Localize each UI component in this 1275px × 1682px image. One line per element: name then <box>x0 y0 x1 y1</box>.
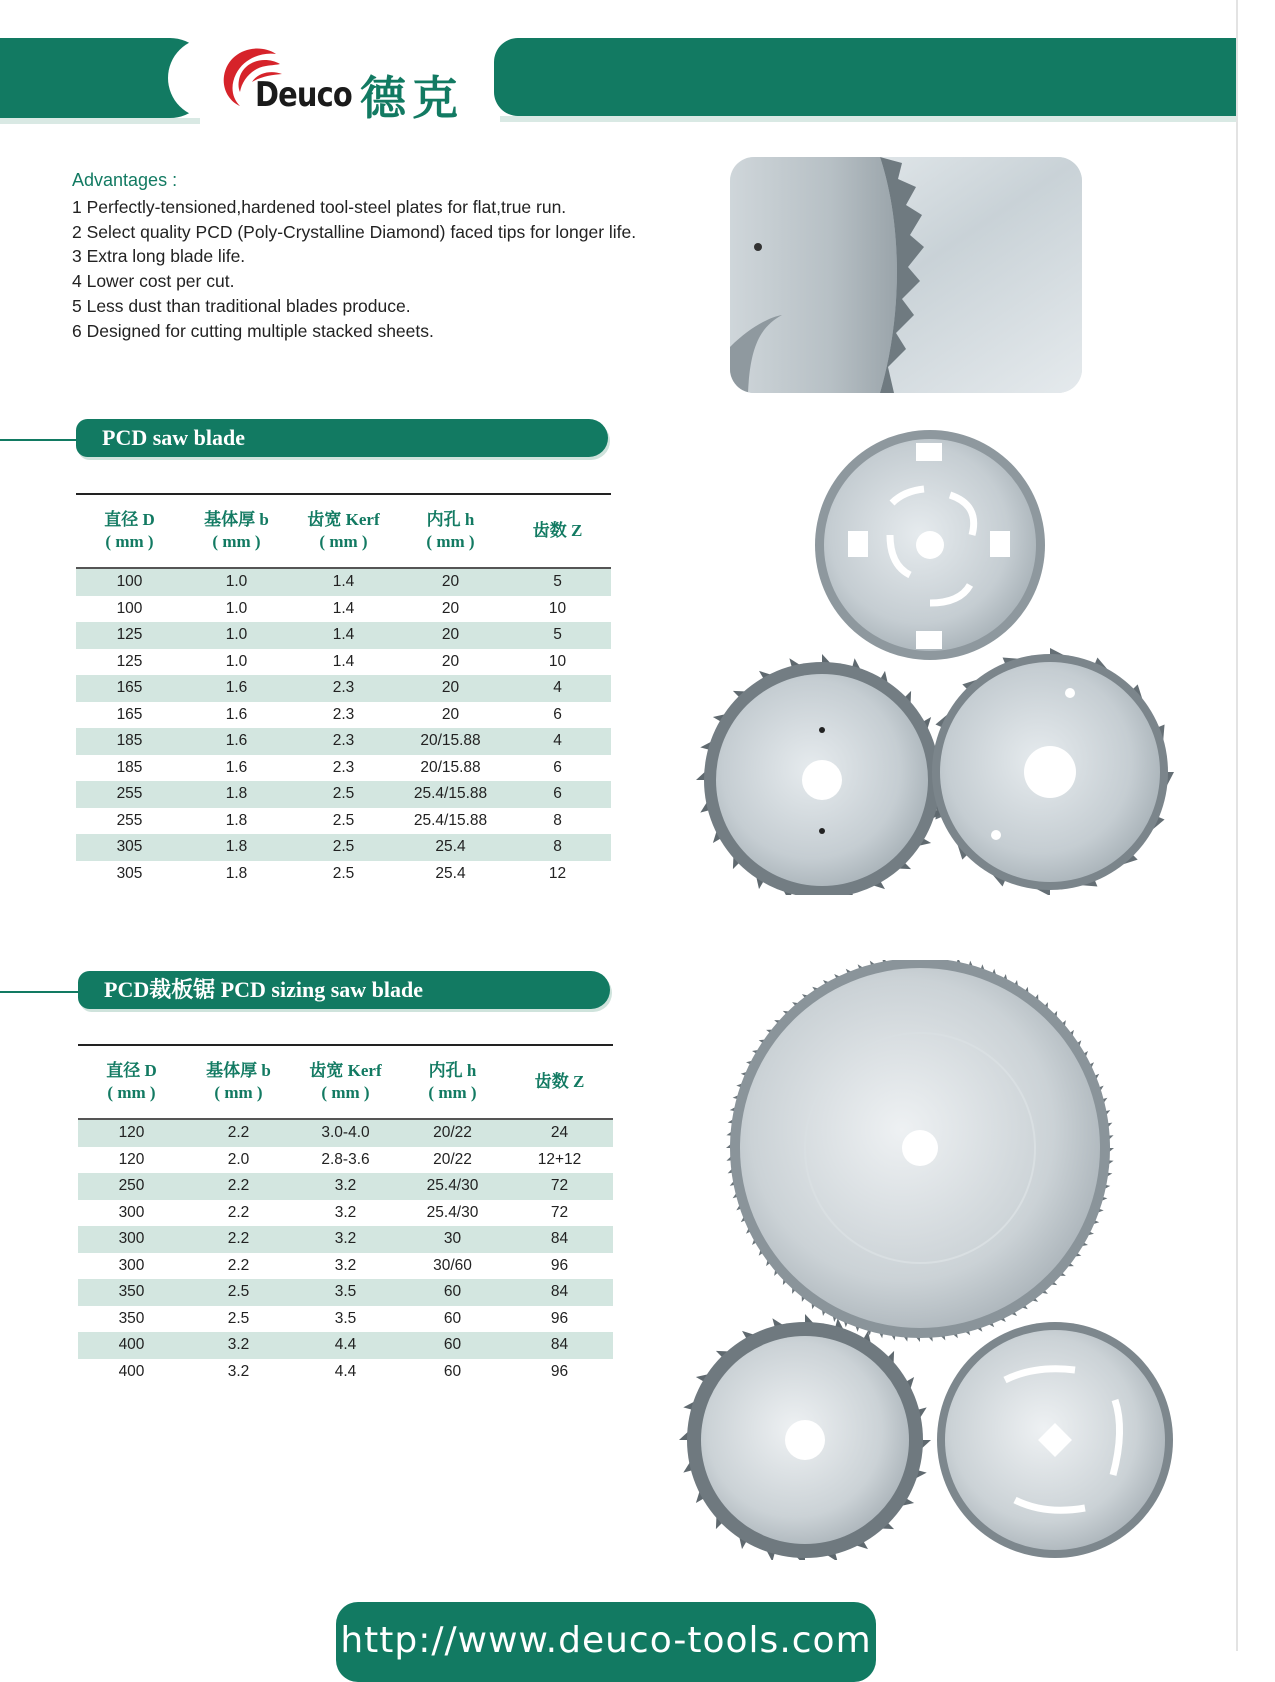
pcd-saw-blade-images <box>680 425 1180 895</box>
spec-table-pcd-saw-blade <box>76 493 611 887</box>
table-row <box>78 1253 613 1280</box>
table-cell: 2.3 <box>332 705 355 723</box>
table-cell: 2.5 <box>290 781 397 808</box>
table-cell: 125 <box>116 652 143 670</box>
table-cell: 300 <box>118 1256 145 1274</box>
blade-large-fine-tooth-image <box>730 960 1110 1338</box>
table-cell: 2.3 <box>290 675 397 702</box>
table-cell: 400 <box>78 1332 185 1359</box>
table-cell: 20 <box>441 705 460 723</box>
table-row <box>76 834 611 861</box>
table-cell: 2.5 <box>227 1309 250 1327</box>
header-shadow-left <box>0 118 200 124</box>
table-cell: 10 <box>548 652 567 670</box>
table-cell: 30/60 <box>433 1256 472 1274</box>
col-header-kerf: 齿宽 Kerf ( mm ) <box>307 510 380 551</box>
page-edge-line <box>1236 0 1238 1651</box>
table-cell: 2.2 <box>185 1173 292 1200</box>
advantages-block <box>72 168 636 344</box>
section-rule <box>0 439 80 441</box>
table-cell: 1.8 <box>183 781 290 808</box>
table-header-row <box>76 494 611 568</box>
table-row <box>76 675 611 702</box>
table-cell: 25.4/30 <box>399 1173 506 1200</box>
table-cell: 1.6 <box>225 758 248 776</box>
table-cell: 20/22 <box>399 1119 506 1147</box>
table-cell: 5 <box>504 622 611 649</box>
table-cell: 185 <box>116 758 143 776</box>
col-header-kerf: 齿宽 Kerf ( mm ) <box>309 1061 382 1102</box>
table-cell: 96 <box>550 1256 569 1274</box>
table-cell: 84 <box>506 1332 613 1359</box>
table-cell: 250 <box>78 1173 185 1200</box>
header-band-right <box>494 38 1236 116</box>
col-header-teeth: 齿数 Z <box>534 1072 585 1091</box>
advantage-item: 4 Lower cost per cut. <box>72 271 235 292</box>
table-cell: 6 <box>553 758 562 776</box>
table-cell: 3.2 <box>292 1226 399 1253</box>
table-cell: 20/15.88 <box>420 758 481 776</box>
table-row <box>78 1200 613 1227</box>
table-cell: 84 <box>506 1279 613 1306</box>
pcd-sizing-saw-blade-images <box>665 960 1205 1560</box>
col-header-body: 基体厚 b ( mm ) <box>206 1061 271 1102</box>
table-cell: 305 <box>116 864 143 882</box>
col-header-diameter: 直径 D ( mm ) <box>106 1061 157 1102</box>
footer-url: http://www.deuco-tools.com <box>336 1602 876 1682</box>
table-cell: 30 <box>399 1226 506 1253</box>
table-cell: 300 <box>78 1226 185 1253</box>
table-cell: 3.2 <box>292 1173 399 1200</box>
table-header-row <box>78 1045 613 1119</box>
table-cell: 255 <box>116 811 143 829</box>
table-cell: 20 <box>397 568 504 596</box>
table-cell: 96 <box>550 1309 569 1327</box>
table-cell: 3.2 <box>185 1332 292 1359</box>
table-cell: 2.8-3.6 <box>321 1150 370 1168</box>
col-header-diameter: 直径 D ( mm ) <box>104 510 155 551</box>
table-cell: 1.4 <box>332 599 355 617</box>
table-cell: 20 <box>441 652 460 670</box>
section-rule <box>0 991 82 993</box>
table-cell: 60 <box>399 1332 506 1359</box>
table-row <box>78 1147 613 1174</box>
table-cell: 3.5 <box>292 1279 399 1306</box>
table-cell: 6 <box>504 781 611 808</box>
col-header-body: 基体厚 b ( mm ) <box>204 510 269 551</box>
table-cell: 4.4 <box>334 1362 357 1380</box>
table-cell: 25.4 <box>435 864 466 882</box>
table-cell: 120 <box>78 1119 185 1147</box>
table-cell: 2.2 <box>227 1203 250 1221</box>
table-row <box>78 1359 613 1386</box>
table-row <box>76 755 611 782</box>
table-cell: 1.8 <box>225 811 248 829</box>
table-cell: 20 <box>441 599 460 617</box>
table-cell: 25.4/15.88 <box>397 781 504 808</box>
table-cell: 60 <box>399 1279 506 1306</box>
table-cell: 1.8 <box>225 864 248 882</box>
table-cell: 3.2 <box>227 1362 250 1380</box>
table-cell: 400 <box>118 1362 145 1380</box>
col-header-bore: 内孔 h ( mm ) <box>428 1061 477 1102</box>
table-cell: 20 <box>397 675 504 702</box>
table-cell: 20/15.88 <box>397 728 504 755</box>
table-row <box>76 622 611 649</box>
table-row <box>76 861 611 888</box>
table-cell: 25.4/15.88 <box>413 811 488 829</box>
blade-4-tooth-image <box>815 430 1045 660</box>
table-cell: 8 <box>504 834 611 861</box>
table-row <box>76 649 611 676</box>
table-row <box>76 568 611 596</box>
table-row <box>76 596 611 623</box>
table-cell: 100 <box>116 599 143 617</box>
table-cell: 60 <box>443 1362 462 1380</box>
table-cell: 165 <box>76 675 183 702</box>
table-body <box>78 1119 613 1385</box>
table-cell: 3.0-4.0 <box>292 1119 399 1147</box>
table-cell: 350 <box>78 1279 185 1306</box>
blade-closeup-photo <box>730 157 1082 393</box>
table-row <box>78 1173 613 1200</box>
table-cell: 20 <box>397 622 504 649</box>
table-cell: 4.4 <box>292 1332 399 1359</box>
table-cell: 12+12 <box>537 1150 582 1168</box>
table-row <box>78 1226 613 1253</box>
table-row <box>78 1332 613 1359</box>
table-cell: 2.5 <box>332 864 355 882</box>
table-cell: 1.6 <box>225 705 248 723</box>
table-row <box>78 1279 613 1306</box>
table-cell: 5 <box>504 568 611 596</box>
table-cell: 96 <box>550 1362 569 1380</box>
table-cell: 1.4 <box>290 568 397 596</box>
table-cell: 350 <box>118 1309 145 1327</box>
table-cell: 125 <box>76 622 183 649</box>
advantage-item: 3 Extra long blade life. <box>72 246 246 267</box>
blade-toothed-bottom-left-image <box>687 1322 923 1558</box>
table-cell: 300 <box>118 1203 145 1221</box>
table-cell: 1.0 <box>183 622 290 649</box>
table-row <box>76 781 611 808</box>
section-title-pcd-saw-blade: PCD saw blade <box>76 419 608 457</box>
table-cell: 165 <box>116 705 143 723</box>
table-cell: 1.0 <box>183 568 290 596</box>
table-cell: 255 <box>76 781 183 808</box>
blade-bottom-right-image <box>937 1322 1173 1558</box>
table-row <box>78 1119 613 1147</box>
table-row <box>76 702 611 729</box>
table-row <box>78 1306 613 1333</box>
blade-toothed-right-image <box>932 654 1168 890</box>
table-cell: 72 <box>550 1203 569 1221</box>
table-cell: 12 <box>548 864 567 882</box>
table-cell: 3.2 <box>334 1203 357 1221</box>
table-cell: 25.4 <box>397 834 504 861</box>
table-cell: 1.6 <box>183 728 290 755</box>
table-cell: 3.2 <box>334 1256 357 1274</box>
table-row <box>76 808 611 835</box>
brand-name: Deuco <box>255 75 352 115</box>
table-cell: 20/22 <box>433 1150 472 1168</box>
advantage-item: 6 Designed for cutting multiple stacked sheets. <box>72 320 434 341</box>
advantage-item: 2 Select quality PCD (Poly-Crystalline Diamond) faced tips for longer life. <box>72 221 637 242</box>
table-cell: 4 <box>504 675 611 702</box>
brand-name-cn: 德克 <box>360 71 464 125</box>
table-cell: 2.5 <box>185 1279 292 1306</box>
advantages-title: Advantages : <box>72 170 178 190</box>
table-cell: 60 <box>443 1309 462 1327</box>
table-cell: 1.8 <box>183 834 290 861</box>
table-cell: 25.4/30 <box>426 1203 479 1221</box>
table-cell: 120 <box>118 1150 145 1168</box>
table-cell: 8 <box>553 811 562 829</box>
col-header-teeth: 齿数 Z <box>532 521 583 540</box>
col-header-bore: 内孔 h ( mm ) <box>426 510 475 551</box>
table-cell: 2.5 <box>332 811 355 829</box>
table-cell: 3.5 <box>334 1309 357 1327</box>
table-row <box>76 728 611 755</box>
table-cell: 2.3 <box>290 728 397 755</box>
table-cell: 72 <box>506 1173 613 1200</box>
section-title-pcd-sizing-saw-blade: PCD裁板锯 PCD sizing saw blade <box>78 971 610 1009</box>
table-body <box>76 568 611 887</box>
table-cell: 2.0 <box>227 1150 250 1168</box>
table-cell: 24 <box>506 1119 613 1147</box>
table-cell: 2.5 <box>290 834 397 861</box>
table-cell: 2.3 <box>332 758 355 776</box>
table-cell: 84 <box>506 1226 613 1253</box>
header-shadow-right <box>500 116 1236 122</box>
table-cell: 100 <box>76 568 183 596</box>
table-cell: 185 <box>76 728 183 755</box>
table-cell: 1.0 <box>225 652 248 670</box>
table-cell: 1.4 <box>290 622 397 649</box>
table-cell: 1.4 <box>332 652 355 670</box>
spec-table-pcd-sizing-saw-blade <box>78 1044 613 1385</box>
advantage-item: 1 Perfectly-tensioned,hardened tool-steel plates for flat,true run. <box>72 196 567 217</box>
table-cell: 2.2 <box>227 1256 250 1274</box>
table-cell: 305 <box>76 834 183 861</box>
advantage-item: 5 Less dust than traditional blades produce. <box>72 295 411 316</box>
table-cell: 2.2 <box>185 1226 292 1253</box>
blade-toothed-left-image <box>704 662 940 895</box>
table-cell: 1.6 <box>183 675 290 702</box>
table-cell: 1.0 <box>225 599 248 617</box>
table-cell: 6 <box>553 705 562 723</box>
table-cell: 2.2 <box>185 1119 292 1147</box>
table-cell: 4 <box>504 728 611 755</box>
table-cell: 10 <box>548 599 567 617</box>
